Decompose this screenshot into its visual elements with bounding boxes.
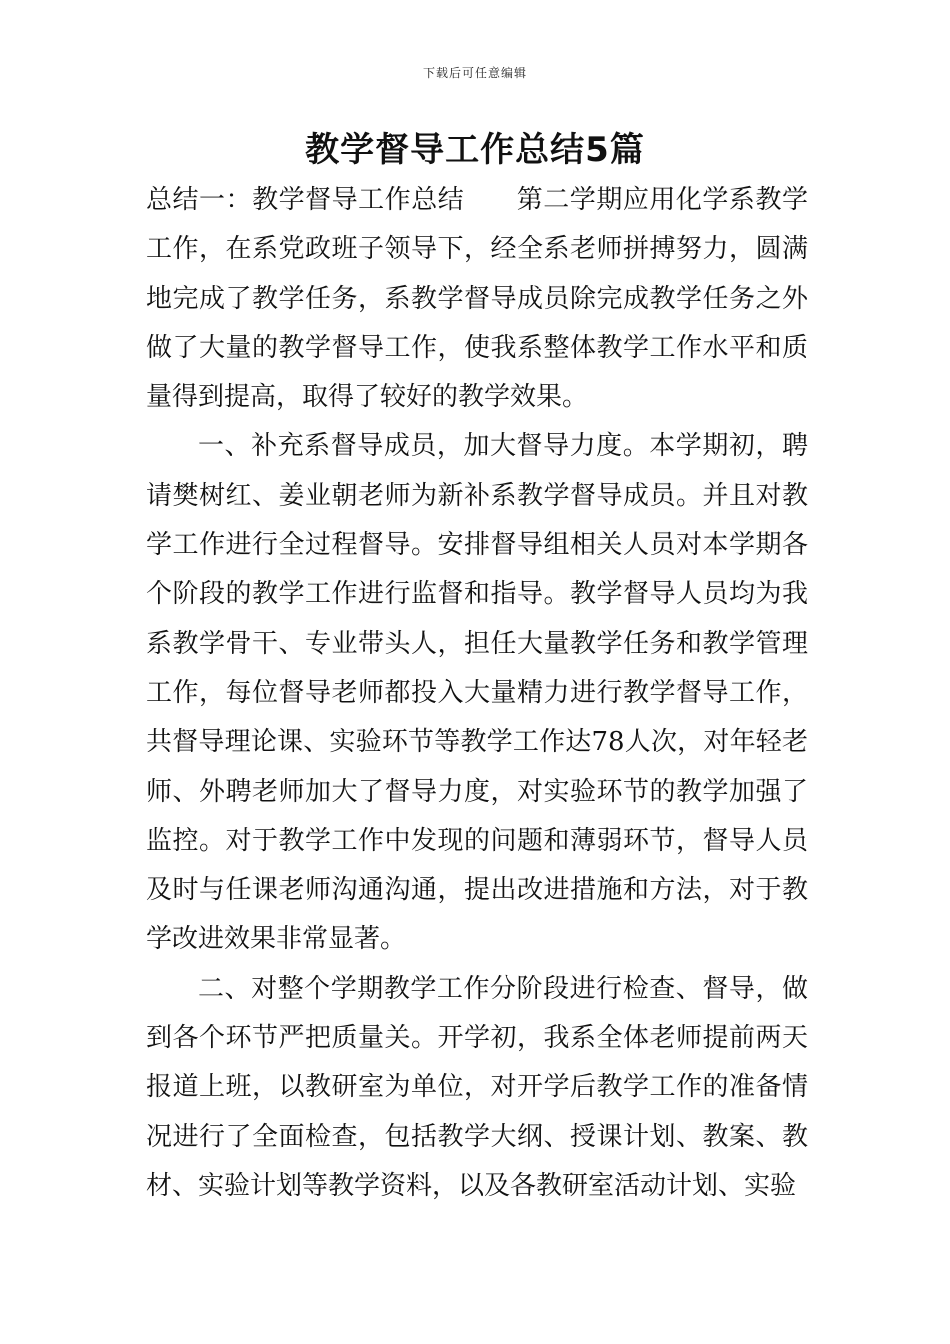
paragraph-2: 一、补充系督导成员，加大督导力度。本学期初，聘请樊树红、姜业朝老师为新补系教学督导成员。并且对教学工作进行全过程督导。安排督导组相关人员对本学期各个阶段的教学工作进行监督和指导。教学督导人员均为我系教学骨干、专业带头人，担任大量教学任务和教学管理工作，每位督导老师都投入大量精力进行教学督导工作，共督导理论课、实验环节等教学工作达78人次，对年轻老师、外聘老师加大了督导力度，对实验环节的教学加强了监控。对于教学工作中发现的问题和薄弱环节，督导人员及时与任课老师沟通沟通，提出改进措施和方法，对于教学改进效果非常显著。: [146, 431, 808, 955]
document-title: 教学督导工作总结5篇: [305, 130, 645, 170]
paragraph-3: 二、对整个学期教学工作分阶段进行检查、督导，做到各个环节严把质量关。开学初，我系全体老师提前两天报道上班，以教研室为单位，对开学后教学工作的准备情况进行了全面检查，包括教学大纲、授课计划、教案、教材、实验计划等教学资料，以及各教研室活动计划、实验: [146, 973, 808, 1201]
paragraph-1: [146, 176, 808, 422]
paragraph-1-text: 第二学期应用化学系教学工作，在系党政班子领导下，经全系老师拼搏努力，圆满地完成了教学任务，系教学督导成员除完成教学任务之外做了大量的教学督导工作，使我系整体教学工作水平和质量得到提高，取得了较好的教学效果。: [146, 185, 808, 413]
document-body: [146, 176, 808, 1211]
section-heading: 总结一：教学督导工作总结: [146, 185, 465, 215]
header-note: 下载后可任意编辑: [422, 66, 527, 80]
